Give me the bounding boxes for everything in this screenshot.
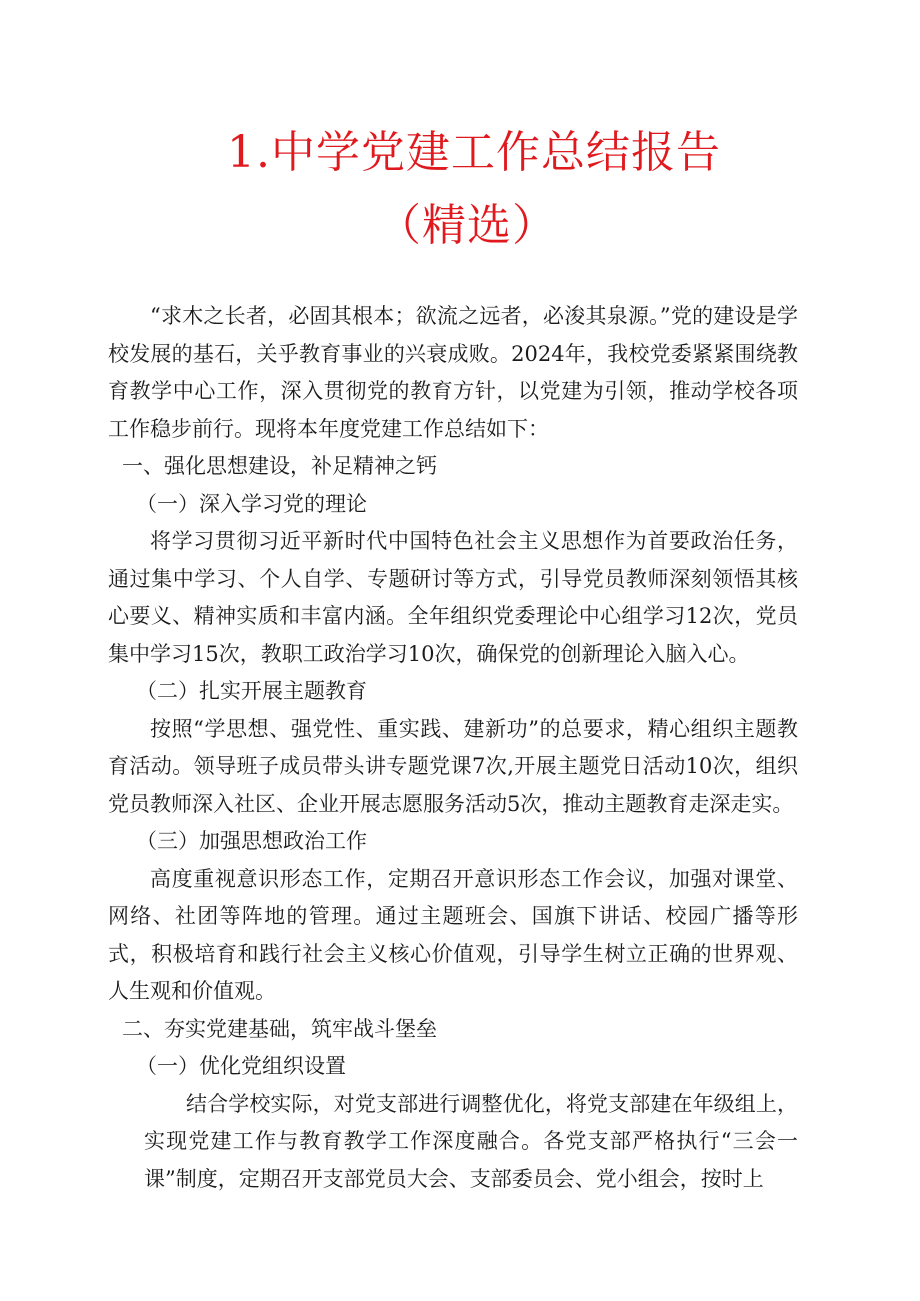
body-paragraph: 将学习贯彻习近平新时代中国特色社会主义思想作为首要政治任务，通过集中学习、个人自学、专题研讨等方式，引导党员教师深刻领悟其核心要义、精神实质和丰富内涵。全年组织党委理论中心组学习12次，党员集中学习15次，教职工政治学习10次，确保党的创新理论入脑入心。: [108, 529, 798, 666]
indented-block: [108, 1086, 798, 1199]
subsection-heading: （一）深入学习党的理论: [136, 491, 367, 516]
subsection-heading: （一）优化党组织设置: [136, 1054, 346, 1078]
document-subtitle: （精选）: [377, 200, 557, 251]
body-paragraph: 结合学校实际，对党支部进行调整优化，将党支部建在年级组上，实现党建工作与教育教学工作深度融合。各党支部严格执行“三会一课”制度，定期召开支部党员大会、支部委员会、党小组会，按时上: [144, 1091, 798, 1191]
section-heading: 二、夯实党建基础，筑牢战斗堡垒: [122, 1016, 437, 1041]
subsection-heading: （三）加强思想政治工作: [136, 829, 367, 853]
section-heading: 一、强化思想建设，补足精神之钙: [122, 454, 437, 478]
body-paragraph: 高度重视意识形态工作，定期召开意识形态工作会议，加强对课堂、网络、社团等阵地的管理。通过主题班会、国旗下讲话、校园广播等形式，积极培育和践行社会主义核心价值观，引导学生树立正确的世界观、人生观和价值观。: [108, 866, 798, 1003]
document-title: 1.中学党建工作总结报告: [227, 127, 721, 178]
document-body: [108, 298, 798, 1198]
intro-paragraph: “求木之长者，必固其根本；欲流之远者，必浚其泉源。”党的建设是学校发展的基石，关乎教育事业的兴衰成败。2024年，我校党委紧紧围绕教育教学中心工作，深入贯彻党的教育方针，以党建为引领，推动学校各项工作稳步前行。现将本年度党建工作总结如下：: [108, 304, 798, 441]
body-paragraph: 按照“学思想、强党性、重实践、建新功”的总要求，精心组织主题教育活动。领导班子成员带头讲专题党课7次,开展主题党日活动10次，组织党员教师深入社区、企业开展志愿服务活动5次，推动主题教育走深走实。: [108, 716, 798, 816]
subsection-heading: （二）扎实开展主题教育: [136, 679, 367, 703]
